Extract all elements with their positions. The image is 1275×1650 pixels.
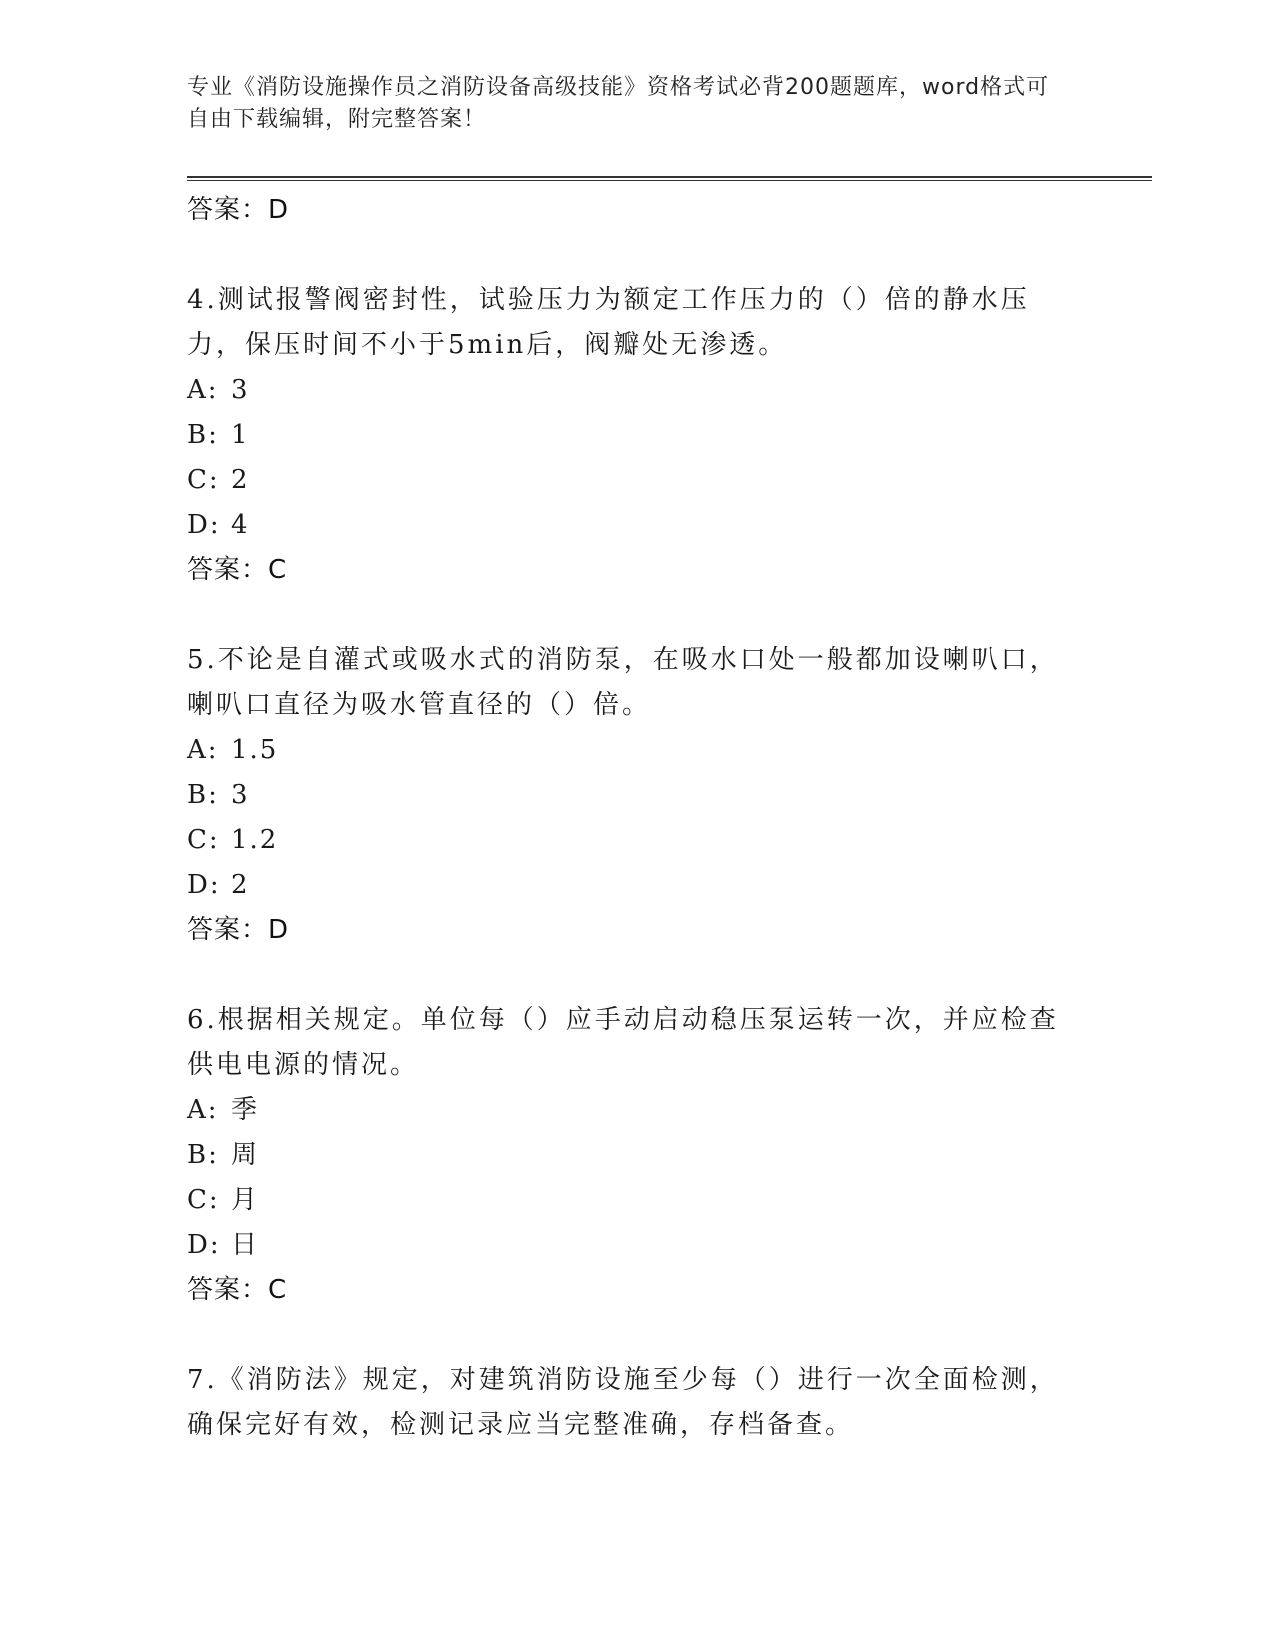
- option-d: [187, 503, 1067, 548]
- option-letter: B:: [187, 780, 219, 810]
- option-value: 3: [231, 375, 250, 405]
- document-body: [187, 188, 1067, 1448]
- option-letter: A:: [187, 735, 219, 765]
- option-b: [187, 773, 1067, 818]
- option-value: 1.2: [231, 825, 279, 855]
- question-4: [187, 278, 1067, 638]
- option-c: [187, 1178, 1067, 1223]
- question-5: [187, 638, 1067, 998]
- option-letter: A:: [187, 375, 219, 405]
- option-value: 季: [231, 1095, 260, 1125]
- question-text: 4.测试报警阀密封性，试验压力为额定工作压力的（）倍的静水压力，保压时间不小于5min后，阀瓣处无渗透。: [187, 285, 1030, 360]
- option-b: [187, 413, 1067, 458]
- question-text: 5.不论是自灌式或吸水式的消防泵，在吸水口处一般都加设喇叭口，喇叭口直径为吸水管直径的（）倍。: [187, 645, 1059, 720]
- option-letter: D:: [187, 1230, 221, 1260]
- option-value: 4: [231, 510, 250, 540]
- option-letter: C:: [187, 465, 220, 495]
- answer-line: 答案：D: [187, 915, 290, 945]
- question-7: [187, 1358, 1067, 1448]
- option-letter: D:: [187, 870, 221, 900]
- page-header: 专业《消防设施操作员之消防设备高级技能》资格考试必背200题题库，word格式可自由下载编辑，附完整答案！: [187, 75, 1050, 132]
- spacer: [187, 953, 1067, 998]
- option-letter: A:: [187, 1095, 219, 1125]
- question-text: 6.根据相关规定。单位每（）应手动启动稳压泵运转一次，并应检查供电电源的情况。: [187, 1005, 1059, 1080]
- answer-line: 答案：C: [187, 555, 288, 585]
- spacer: [187, 593, 1067, 638]
- spacer: [187, 233, 1067, 278]
- option-letter: C:: [187, 825, 220, 855]
- spacer: [187, 1313, 1067, 1358]
- option-value: 1: [231, 420, 250, 450]
- option-value: 2: [231, 870, 250, 900]
- option-c: [187, 818, 1067, 863]
- option-letter: B:: [187, 1140, 219, 1170]
- option-value: 日: [231, 1230, 260, 1260]
- question-text: 7.《消防法》规定，对建筑消防设施至少每（）进行一次全面检测，确保完好有效，检测记录应当完整准确，存档备查。: [187, 1365, 1059, 1440]
- option-value: 1.5: [231, 735, 279, 765]
- option-value: 周: [231, 1140, 260, 1170]
- option-c: [187, 458, 1067, 503]
- question-6: [187, 998, 1067, 1358]
- option-value: 月: [231, 1185, 260, 1215]
- option-letter: B:: [187, 420, 219, 450]
- header-rule: [187, 176, 1152, 181]
- option-value: 3: [231, 780, 250, 810]
- option-b: [187, 1133, 1067, 1178]
- option-d: [187, 863, 1067, 908]
- option-letter: D:: [187, 510, 221, 540]
- answer-line: 答案：C: [187, 1275, 288, 1305]
- option-a: [187, 1088, 1067, 1133]
- option-letter: C:: [187, 1185, 220, 1215]
- option-a: [187, 368, 1067, 413]
- option-value: 2: [231, 465, 250, 495]
- option-a: [187, 728, 1067, 773]
- option-d: [187, 1223, 1067, 1268]
- answer-line: 答案：D: [187, 195, 290, 225]
